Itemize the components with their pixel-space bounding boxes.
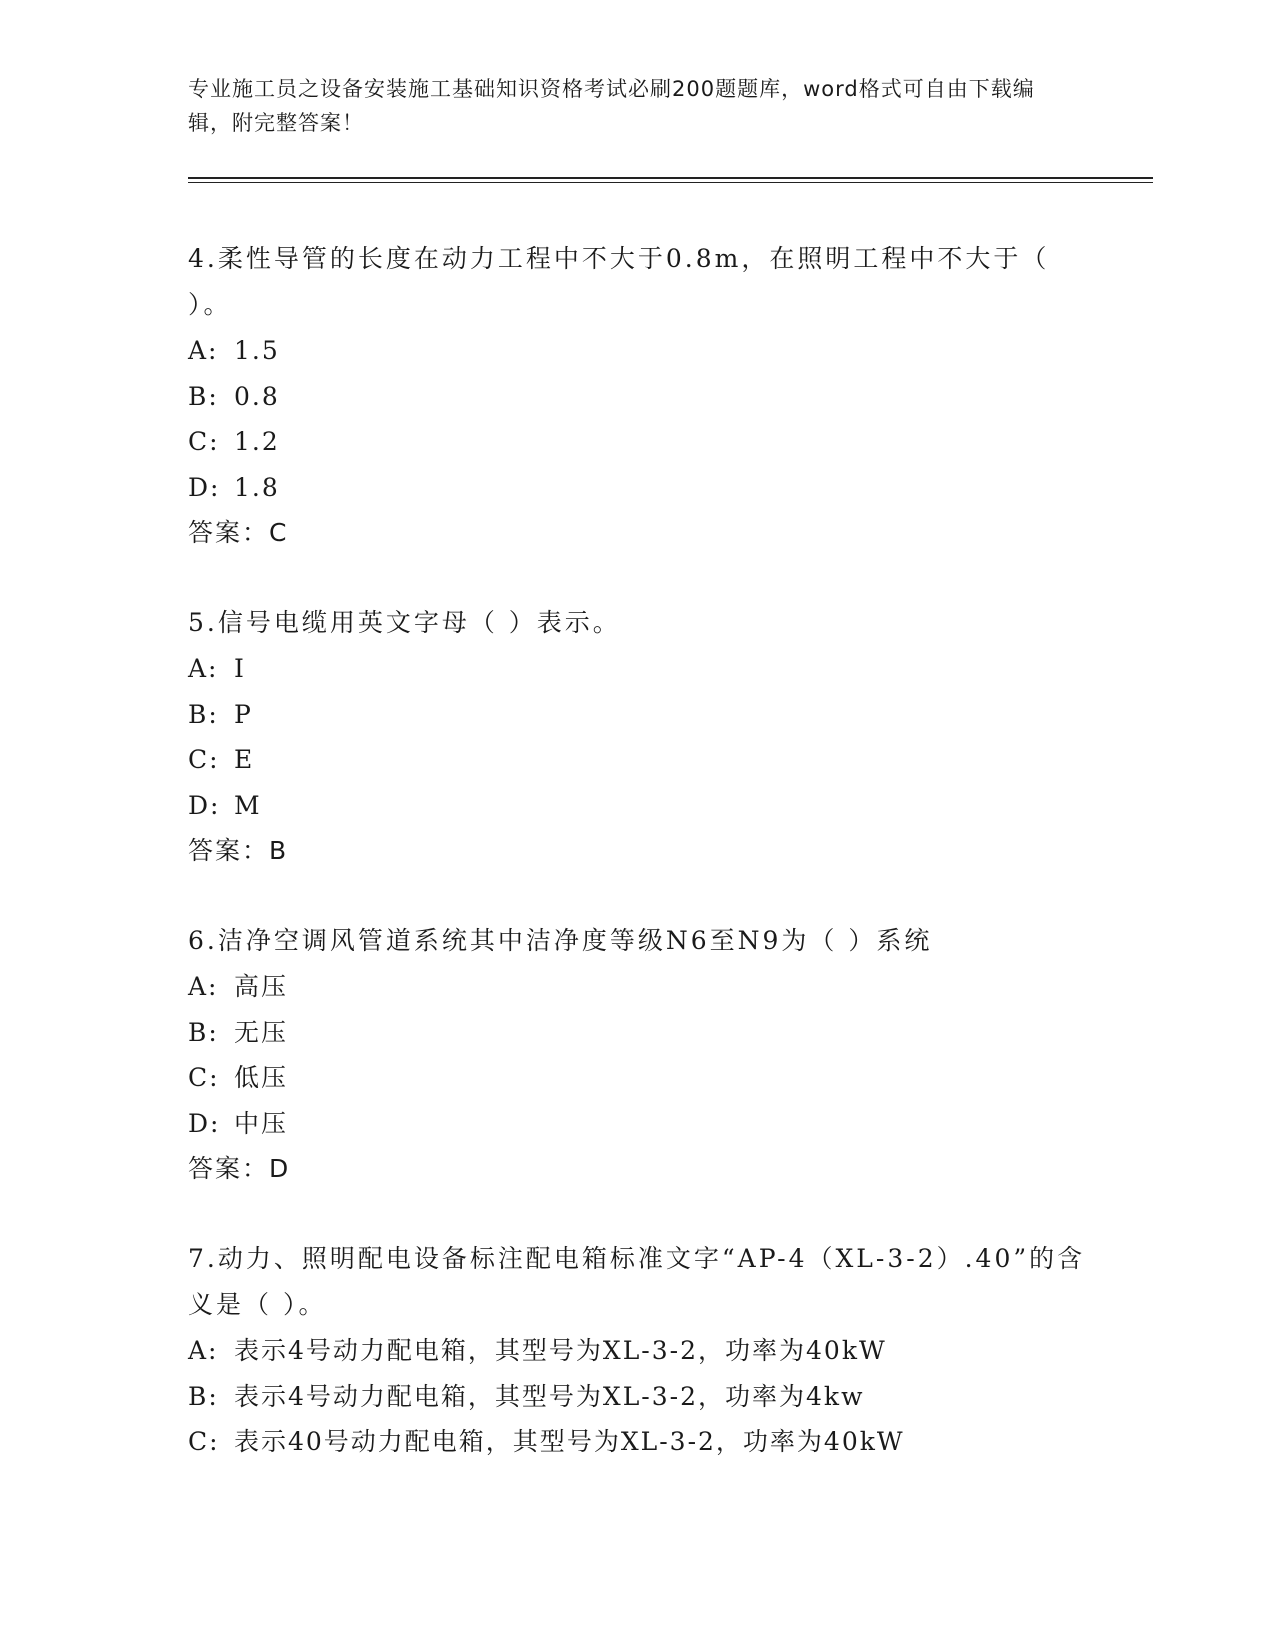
option-text: 0.8	[234, 381, 280, 411]
option-letter: C:	[188, 427, 220, 456]
option-c	[188, 737, 1088, 783]
answer-line: 答案：B	[188, 836, 289, 865]
option-letter: D:	[188, 472, 221, 502]
question-7	[188, 1236, 1088, 1465]
option-letter: D:	[188, 1108, 221, 1138]
option-letter: C:	[188, 1427, 220, 1456]
option-b	[188, 692, 1088, 738]
header-divider-thick	[188, 177, 1153, 179]
option-letter: B:	[188, 381, 219, 411]
option-letter: C:	[188, 745, 220, 774]
option-letter: B:	[188, 1017, 219, 1047]
option-text: 表示4号动力配电箱，其型号为XL-3-2，功率为40kW	[234, 1336, 887, 1365]
option-letter: A:	[188, 972, 219, 1001]
option-letter: A:	[188, 336, 219, 365]
option-text: 表示4号动力配电箱，其型号为XL-3-2，功率为4kw	[234, 1381, 865, 1411]
option-b	[188, 1374, 1088, 1420]
question-6	[188, 918, 1088, 1192]
option-c	[188, 419, 1088, 465]
option-text: I	[234, 654, 246, 683]
option-text: P	[234, 699, 253, 729]
header-divider-thin	[188, 182, 1153, 183]
option-d	[188, 783, 1088, 829]
option-text: M	[234, 790, 262, 820]
option-text: 1.8	[234, 472, 280, 502]
option-d	[188, 465, 1088, 511]
option-d	[188, 1101, 1088, 1147]
question-5	[188, 600, 1088, 874]
answer-line: 答案：D	[188, 1154, 291, 1183]
option-a	[188, 646, 1088, 692]
question-text: 4.柔性导管的长度在动力工程中不大于0.8m，在照明工程中不大于（ ）。	[188, 244, 1050, 319]
option-c	[188, 1055, 1088, 1101]
option-letter: B:	[188, 1381, 219, 1411]
option-text: 1.5	[234, 336, 280, 365]
question-text: 6.洁净空调风管道系统其中洁净度等级N6至N9为（ ）系统	[188, 926, 933, 955]
option-text: 高压	[234, 972, 289, 1001]
question-4	[188, 236, 1088, 556]
option-letter: C:	[188, 1063, 220, 1092]
question-text: 5.信号电缆用英文字母（ ）表示。	[188, 608, 621, 637]
option-text: E	[234, 745, 255, 774]
option-letter: A:	[188, 1336, 219, 1365]
document-header: 专业施工员之设备安装施工基础知识资格考试必刷200题题库，word格式可自由下载编辑，附完整答案！	[188, 77, 1035, 135]
question-text: 7.动力、照明配电设备标注配电箱标准文字“AP-4（XL-3-2）.40”的含义是（ ）。	[188, 1244, 1086, 1319]
option-text: 1.2	[234, 427, 280, 456]
option-a	[188, 328, 1088, 374]
option-a	[188, 964, 1088, 1010]
option-b	[188, 374, 1088, 420]
option-text: 无压	[234, 1017, 289, 1047]
option-letter: A:	[188, 654, 219, 683]
option-text: 低压	[234, 1063, 289, 1092]
option-letter: D:	[188, 790, 221, 820]
option-b	[188, 1010, 1088, 1056]
option-text: 表示40号动力配电箱，其型号为XL-3-2，功率为40kW	[234, 1427, 905, 1456]
option-a	[188, 1328, 1088, 1374]
option-c	[188, 1419, 1088, 1465]
option-text: 中压	[234, 1108, 289, 1138]
answer-line: 答案：C	[188, 518, 289, 547]
option-letter: B:	[188, 699, 219, 729]
question-list	[188, 236, 1088, 1465]
